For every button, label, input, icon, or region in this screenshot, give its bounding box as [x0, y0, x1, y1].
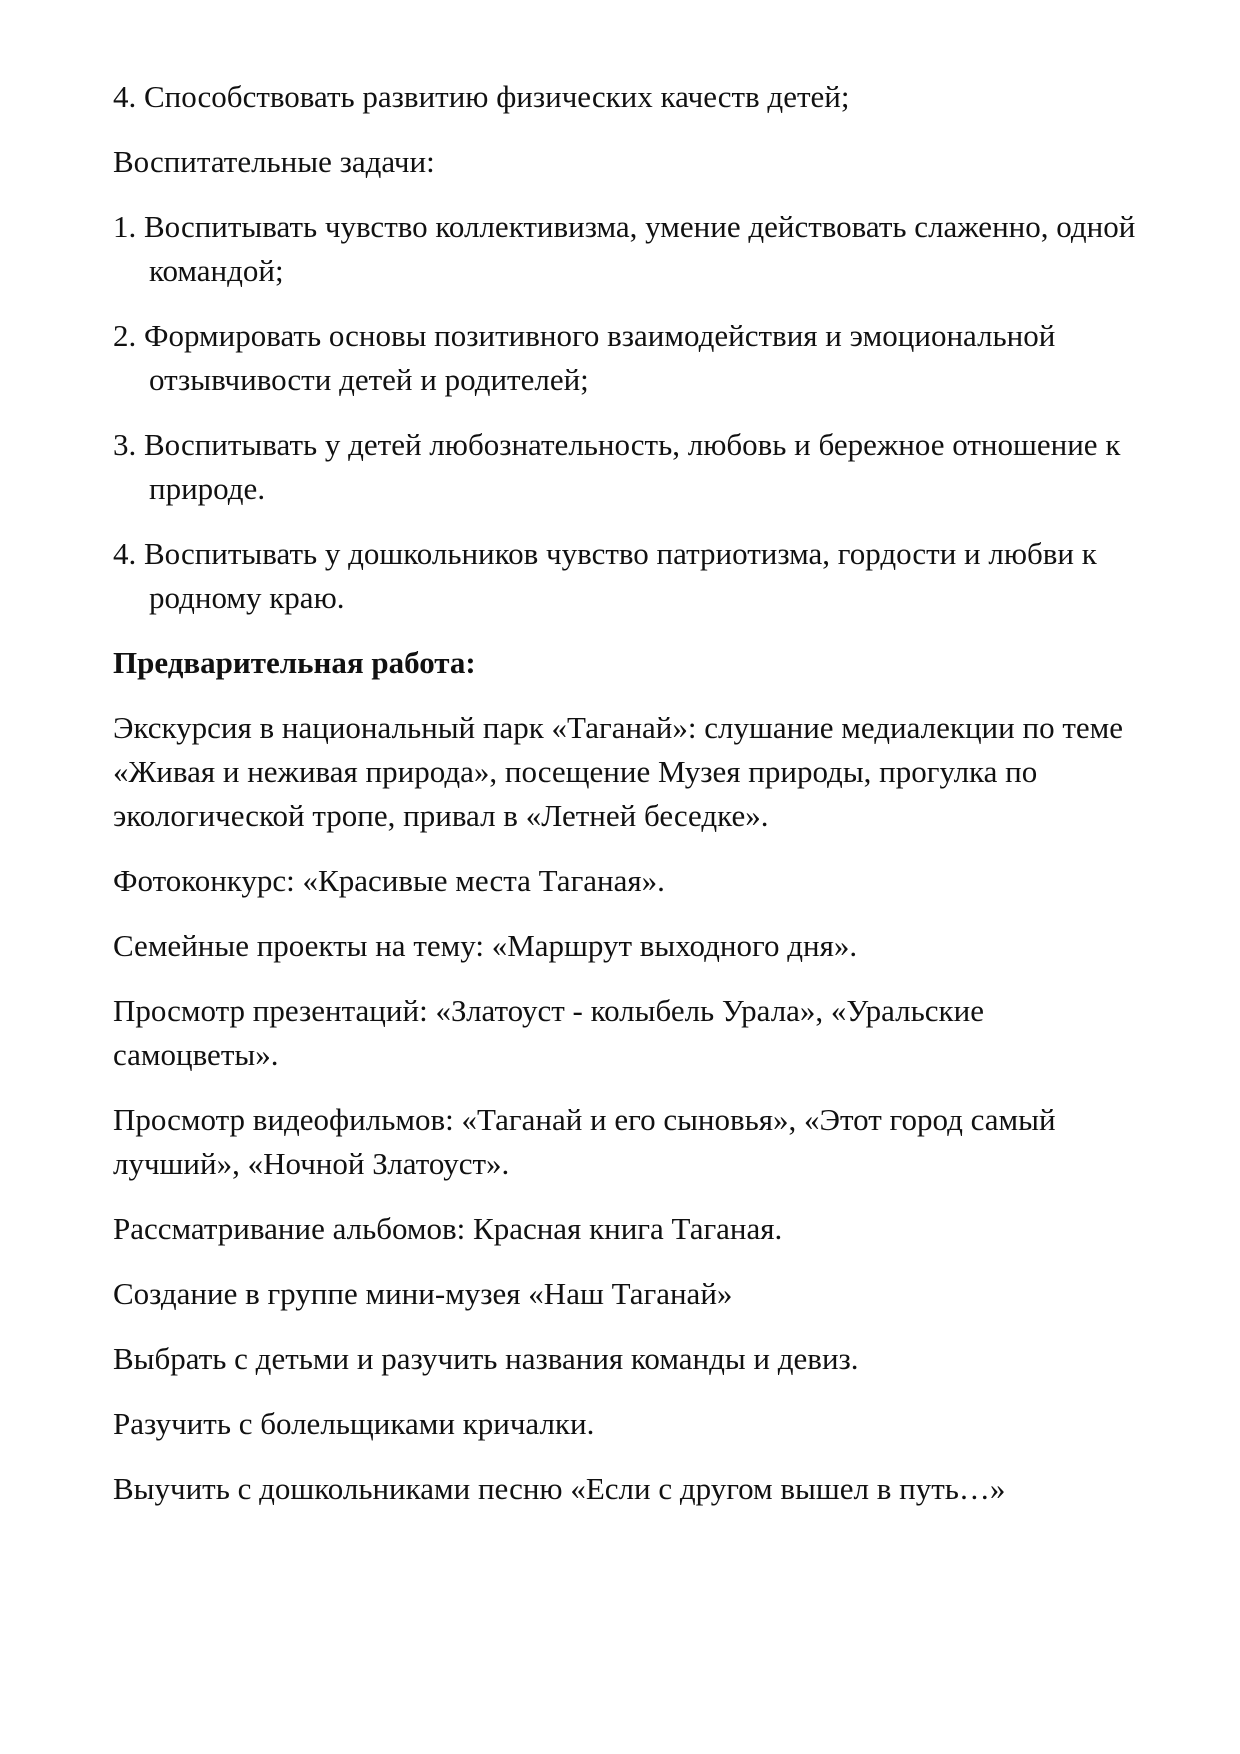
prep-item-mini-museum: Создание в группе мини-музея «Наш Таганай» [113, 1276, 733, 1311]
educational-task-1: 1. Воспитывать чувство коллективизма, умение действовать слаженно, одной командой; [113, 209, 1136, 288]
prep-item-excursion: Экскурсия в национальный парк «Таганай»: слушание медиалекции по теме «Живая и неживая природа», посещение Музея природы, прогулка по экологической тропе, привал в «Летней беседке». [113, 710, 1123, 833]
educational-task-3: 3. Воспитывать у детей любознательность, любовь и бережное отношение к природе. [113, 427, 1121, 506]
document-content [113, 75, 1153, 1532]
educational-task-4: 4. Воспитывать у дошкольников чувство патриотизма, гордости и любви к родному краю. [113, 536, 1097, 615]
prep-item-chants: Разучить с болельщиками кричалки. [113, 1406, 595, 1441]
prep-item-family-projects: Семейные проекты на тему: «Маршрут выходного дня». [113, 928, 858, 963]
educational-task-2: 2. Формировать основы позитивного взаимодействия и эмоциональной отзывчивости детей и родителей; [113, 318, 1056, 397]
prep-item-photo-contest: Фотоконкурс: «Красивые места Таганая». [113, 863, 665, 898]
educational-tasks-heading: Воспитательные задачи: [113, 144, 435, 179]
preparatory-work-heading: Предварительная работа: [113, 645, 476, 680]
prep-item-videos: Просмотр видеофильмов: «Таганай и его сыновья», «Этот город самый лучший», «Ночной Златоуст». [113, 1102, 1056, 1181]
prep-item-team-motto: Выбрать с детьми и разучить названия команды и девиз. [113, 1341, 859, 1376]
prep-item-song: Выучить с дошкольниками песню «Если с другом вышел в путь…» [113, 1471, 1006, 1506]
development-task-4: 4. Способствовать развитию физических качеств детей; [113, 79, 850, 114]
prep-item-presentations: Просмотр презентаций: «Златоуст - колыбель Урала», «Уральские самоцветы». [113, 993, 984, 1072]
prep-item-albums: Рассматривание альбомов: Красная книга Таганая. [113, 1211, 783, 1246]
preparatory-work-list [113, 706, 1153, 1511]
educational-tasks-list [113, 205, 1153, 620]
